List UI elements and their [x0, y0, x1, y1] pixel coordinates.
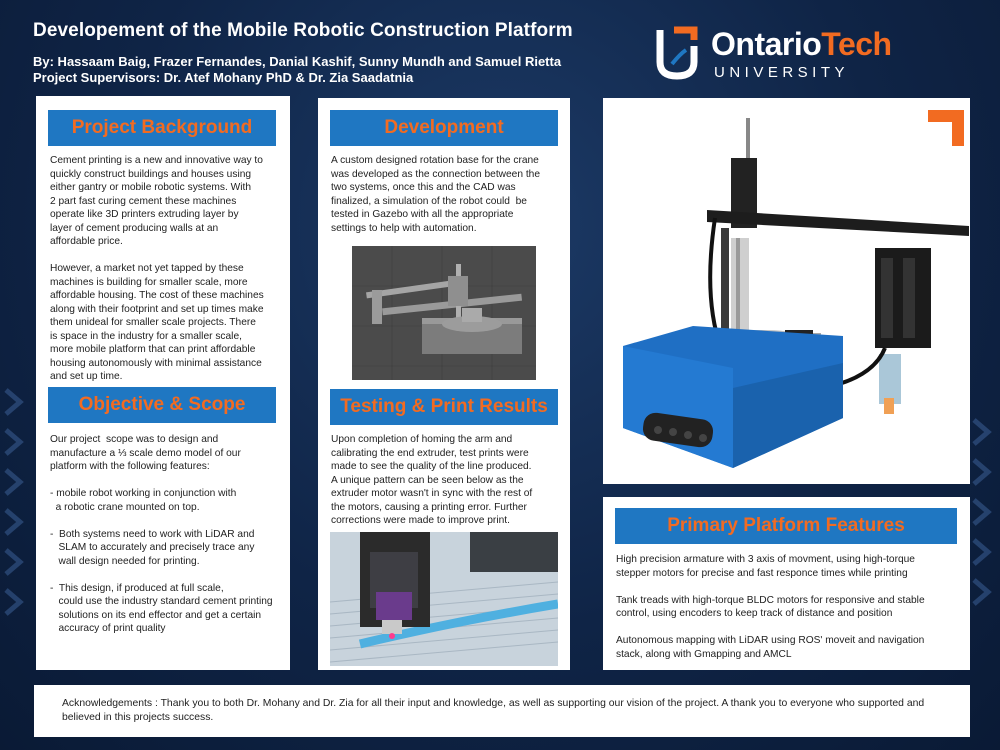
poster-title: Developement of the Mobile Robotic Construction Platform [33, 20, 573, 41]
development-heading: Development [330, 110, 558, 146]
ontariotech-logo-icon [652, 24, 702, 80]
robot-photo-panel [603, 98, 970, 484]
development-text: A custom designed rotation base for the crane was developed as the connection between the two systems, once this and the CAD was finalized, a simulation of the robot could be tested in Gazebo with all the appropriate settings to help with automation. [331, 155, 540, 234]
middle-panel [318, 98, 570, 670]
university-logo [652, 24, 932, 84]
logo-subtitle: UNIVERSITY [714, 64, 850, 81]
supervisors-line: Project Supervisors: Dr. Atef Mohany PhD & Dr. Zia Saadatnia [33, 70, 414, 85]
print-result-photo [330, 532, 558, 666]
background-heading: Project Background [48, 110, 276, 146]
objective-text: Our project scope was to design and manufacture a ⅓ scale demo model of our platform with the following features: - mobile robot working in conjunction with a robotic crane mounted on top. - Both systems need to work with LiDAR and SLAM to accurately and precisely trace any wall design needed for printing. - This design, if produced at full scale, could use the industry standard cement printing solutions on its end effector and get a certain accuracy of print quality [50, 434, 273, 634]
features-text: High precision armature with 3 axis of movment, using high-torque stepper motors for precise and fast responce times while printing Tank treads with high-torque BLDC motors for responsive and stable control, using encoders to keep track of distance and position Autonomous mapping with LiDAR using ROS' moveit and navigation stack, along with Gmapping and AMCL [616, 554, 925, 660]
features-panel [603, 497, 970, 670]
acknowledgements-text: Acknowledgements : Thank you to both Dr. Mohany and Dr. Zia for all their input and knowledge, as well as supporting our vision of the project. A thank you to everyone who supported and believed in this projects success. [62, 698, 925, 723]
acknowledgements-panel [34, 685, 970, 737]
testing-heading: Testing & Print Results [330, 389, 558, 425]
gazebo-simulation-image [352, 246, 536, 380]
logo-wordmark: OntarioTech [711, 26, 892, 62]
chevron-pattern-icon [0, 380, 40, 640]
left-panel [36, 96, 290, 670]
authors-line: By: Hassaam Baig, Frazer Fernandes, Danial Kashif, Sunny Mundh and Samuel Rietta [33, 54, 562, 69]
testing-text: Upon completion of homing the arm and calibrating the end extruder, test prints were made to see the quality of the line produced. A unique pattern can be seen below as the extruder motor wasn't in sync with the rest of the motors, causing a printing error. Further corrections were made to improve print. [331, 434, 533, 526]
objective-heading: Objective & Scope [48, 387, 276, 423]
author-block [33, 54, 561, 86]
robot-platform-photo [603, 98, 970, 484]
background-text: Cement printing is a new and innovative way to quickly construct buildings and houses using either gantry or mobile robotic systems. With 2 part fast curing cement these machines operate like 3D printers extruding layer by layer of cement producing walls at an affordable price. However, a market not yet tapped by these machines is building for smaller scale, more affordable housing. The cost of these machines along with their footprint and set up times make them unideal for smaller scale projects. There is space in the industry for a smaller scale, more mobile platform that can print affordable housing autonomously with minimal assistance and set up time. [50, 155, 264, 382]
features-heading: Primary Platform Features [615, 508, 957, 544]
